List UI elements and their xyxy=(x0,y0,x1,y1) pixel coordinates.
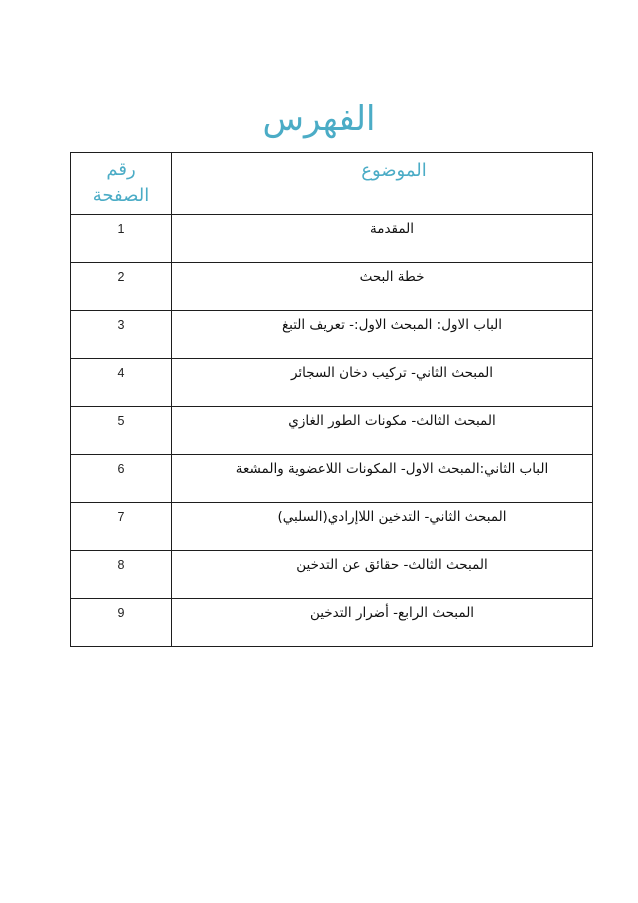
page-header-line1: رقم xyxy=(106,159,136,180)
page-number-cell: 8 xyxy=(71,551,172,599)
table-row xyxy=(71,311,593,359)
subject-cell: المقدمة xyxy=(172,215,593,263)
subject-cell: المبحث الثالث- حقائق عن التدخين xyxy=(172,551,593,599)
subject-cell: الباب الثاني:المبحث الاول- المكونات اللاعضوية والمشعة xyxy=(172,455,593,503)
table-of-contents xyxy=(70,152,593,647)
subject-cell: خطة البحث xyxy=(172,263,593,311)
subject-cell: المبحث الثالث- مكونات الطور الغازي xyxy=(172,407,593,455)
page-number-cell: 6 xyxy=(71,455,172,503)
page-number-cell: 3 xyxy=(71,311,172,359)
page-number-cell: 9 xyxy=(71,599,172,647)
page-number-cell: 7 xyxy=(71,503,172,551)
table-header xyxy=(71,153,593,215)
subject-cell: الباب الاول: المبحث الاول:- تعريف التبغ xyxy=(172,311,593,359)
table-row xyxy=(71,599,593,647)
page-title: الفهرس xyxy=(262,99,376,139)
page-number-cell: 5 xyxy=(71,407,172,455)
table-body xyxy=(71,215,593,647)
subject-column-header: الموضوع xyxy=(172,153,593,215)
page-column-header xyxy=(71,153,172,215)
page-header-line2: الصفحة xyxy=(92,185,150,206)
table-row xyxy=(71,455,593,503)
table-row xyxy=(71,551,593,599)
subject-cell: المبحث الثاني- التدخين اللاإرادي(السلبي) xyxy=(172,503,593,551)
subject-cell: المبحث الثاني- تركيب دخان السجائر xyxy=(172,359,593,407)
table-row xyxy=(71,263,593,311)
table-row xyxy=(71,215,593,263)
page-number-cell: 1 xyxy=(71,215,172,263)
table-row xyxy=(71,359,593,407)
table-row xyxy=(71,503,593,551)
page-number-cell: 2 xyxy=(71,263,172,311)
page-number-cell: 4 xyxy=(71,359,172,407)
subject-cell: المبحث الرابع- أضرار التدخين xyxy=(172,599,593,647)
table-row xyxy=(71,407,593,455)
header-row xyxy=(71,153,593,215)
